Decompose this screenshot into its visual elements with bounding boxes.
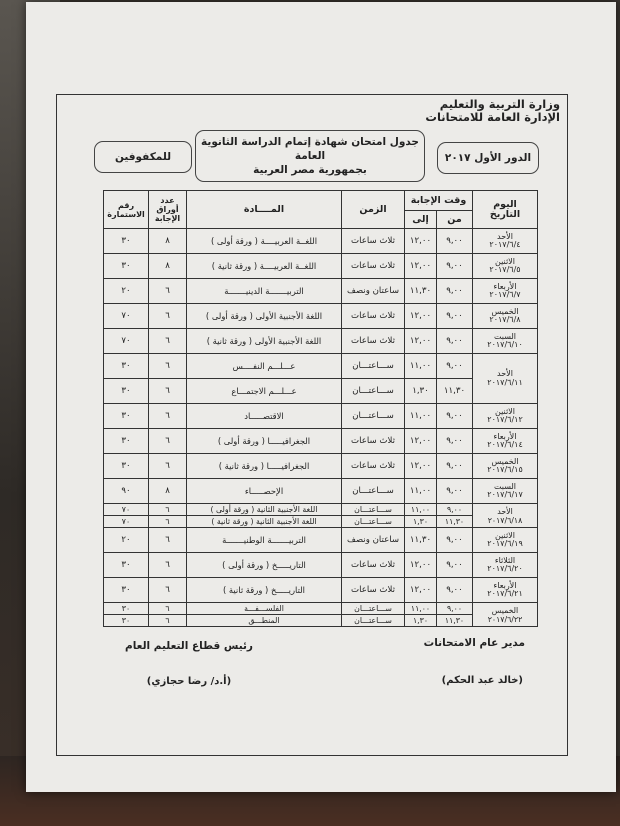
start-time-cell: ٩,٠٠ (437, 429, 473, 454)
day-date-cell (473, 254, 538, 279)
answer-pages-cell: ٦ (149, 329, 187, 354)
end-time-cell: ١٢,٠٠ (405, 329, 437, 354)
answer-pages-cell: ٦ (149, 504, 187, 516)
document-title: جدول امتحان شهادة إتمام الدراسة الثانوية العامة (201, 136, 419, 162)
start-time-cell: ٩,٠٠ (437, 454, 473, 479)
start-time-cell: ١١,٣٠ (437, 379, 473, 404)
subject-cell: اللغة الأجنبية الأولى ( ورقة أولى ) (187, 304, 342, 329)
audience-label: للمكفوفين (114, 151, 172, 163)
schedule-rows (104, 229, 538, 627)
end-time-cell: ١١,٠٠ (405, 603, 437, 615)
exam-date: ٢٠١٧/٦/١٩ (487, 539, 523, 548)
form-number-cell: ٣٠ (104, 404, 149, 429)
subject-cell: الجغرافيـــــا ( ورقة أولى ) (187, 429, 342, 454)
header-form-number: رقم الاستمارة (104, 191, 149, 229)
header-answer-pages: عدد أوراق الإجابة (149, 191, 187, 229)
start-time-cell: ٩,٠٠ (437, 504, 473, 516)
start-time-cell: ٩,٠٠ (437, 479, 473, 504)
day-name: الأربعاء (493, 431, 517, 441)
table-row (104, 329, 538, 354)
day-name: الأربعاء (493, 281, 517, 291)
start-time-cell: ٩,٠٠ (437, 404, 473, 429)
day-name: الأربعاء (493, 580, 517, 590)
table-row (104, 504, 538, 516)
day-name: الخميس (491, 306, 519, 316)
duration-cell: ســـاعتـــان (342, 354, 405, 379)
header-to: إلى (405, 211, 437, 229)
duration-cell: ســـاعتـــان (342, 516, 405, 528)
subject-cell: الفلســـفـــة (187, 603, 342, 615)
form-number-cell: ٣٠ (104, 429, 149, 454)
day-date-cell (473, 354, 538, 404)
form-number-cell: ٣٠ (104, 354, 149, 379)
subject-cell: اللغة الأجنبية الثانية ( ورقة ثانية ) (187, 516, 342, 528)
exam-date: ٢٠١٧/٦/٧ (489, 290, 521, 299)
form-number-cell: ٩٠ (104, 479, 149, 504)
table-row (104, 354, 538, 379)
form-number-cell: ٣٠ (104, 578, 149, 603)
exam-date: ٢٠١٧/٦/٢٢ (487, 614, 523, 624)
header-day-date: اليوم التاريخ (473, 191, 538, 229)
start-time-cell: ٩,٠٠ (437, 603, 473, 615)
day-date-cell (473, 479, 538, 504)
signature-name-left: (أ.د/ رضا حجازي) (146, 676, 232, 687)
table-row (104, 304, 538, 329)
answer-pages-cell: ٨ (149, 229, 187, 254)
exam-date: ٢٠١٧/٦/١٥ (487, 465, 523, 474)
duration-cell: ثلاث ساعات (342, 229, 405, 254)
ministry-name: وزارة التربية والتعليم (439, 97, 560, 111)
day-date-cell (473, 553, 538, 578)
document-subtitle: بجمهورية مصر العربية (253, 164, 367, 176)
day-name: الاثنين (495, 530, 515, 540)
ministry-header (360, 98, 560, 124)
table-row (104, 279, 538, 304)
form-number-cell: ٣٠ (104, 254, 149, 279)
start-time-cell: ٩,٠٠ (437, 229, 473, 254)
duration-cell: ثلاث ساعات (342, 429, 405, 454)
subject-cell: التاريـــــخ ( ورقة ثانية ) (187, 578, 342, 603)
end-time-cell: ١٢,٠٠ (405, 553, 437, 578)
answer-pages-cell: ٨ (149, 254, 187, 279)
table-row (104, 429, 538, 454)
answer-pages-cell: ٦ (149, 454, 187, 479)
table-row (104, 528, 538, 553)
table-row (104, 553, 538, 578)
day-name: الخميس (491, 605, 519, 615)
start-time-cell: ١١,٣٠ (437, 516, 473, 528)
answer-pages-cell: ٦ (149, 404, 187, 429)
subject-cell: المنطـــق (187, 615, 342, 627)
end-time-cell: ١١,٠٠ (405, 504, 437, 516)
table-row (104, 578, 538, 603)
start-time-cell: ٩,٠٠ (437, 553, 473, 578)
table-row (104, 615, 538, 627)
end-time-cell: ١,٣٠ (405, 516, 437, 528)
duration-cell: ســـاعتـــان (342, 404, 405, 429)
form-number-cell: ٧٠ (104, 504, 149, 516)
duration-cell: ســـاعتـــان (342, 479, 405, 504)
end-time-cell: ١٢,٠٠ (405, 429, 437, 454)
subject-cell: الجغرافيـــــا ( ورقة ثانية ) (187, 454, 342, 479)
answer-pages-cell: ٦ (149, 603, 187, 615)
day-date-cell (473, 404, 538, 429)
answer-pages-cell: ٨ (149, 479, 187, 504)
duration-cell: ثلاث ساعات (342, 578, 405, 603)
subject-cell: الاقتصـــــاد (187, 404, 342, 429)
start-time-cell: ٩,٠٠ (437, 528, 473, 553)
end-time-cell: ١١,٠٠ (405, 354, 437, 379)
form-number-cell: ٣٠ (104, 379, 149, 404)
day-date-cell (473, 504, 538, 528)
end-time-cell: ١,٣٠ (405, 379, 437, 404)
duration-cell: ســـاعتـــان (342, 603, 405, 615)
end-time-cell: ١١,٣٠ (405, 528, 437, 553)
table-row (104, 379, 538, 404)
day-date-cell (473, 578, 538, 603)
table-row (104, 454, 538, 479)
day-date-cell (473, 528, 538, 553)
exam-schedule-table (103, 190, 538, 627)
subject-cell: اللغــة العربيــــة ( ورقة أولى ) (187, 229, 342, 254)
exam-date: ٢٠١٧/٦/١٠ (487, 340, 523, 349)
answer-pages-cell: ٦ (149, 615, 187, 627)
day-date-cell (473, 603, 538, 627)
duration-cell: ثلاث ساعات (342, 454, 405, 479)
form-number-cell: ٧٠ (104, 516, 149, 528)
subject-cell: عـــلـــم الاجتمـــاع (187, 379, 342, 404)
session-label: الدور الأول ٢٠١٧ (444, 152, 532, 164)
exam-date: ٢٠١٧/٦/٥ (489, 265, 521, 274)
audience-box (94, 141, 192, 173)
subject-cell: التاريـــــخ ( ورقة أولى ) (187, 553, 342, 578)
day-name: الاثنين (495, 406, 515, 416)
duration-cell: ثلاث ساعات (342, 553, 405, 578)
header-duration: الزمن (342, 191, 405, 229)
answer-pages-cell: ٦ (149, 553, 187, 578)
end-time-cell: ١٢,٠٠ (405, 229, 437, 254)
day-name: الأحد (497, 231, 513, 241)
duration-cell: ســـاعتـــان (342, 615, 405, 627)
start-time-cell: ٩,٠٠ (437, 254, 473, 279)
form-number-cell: ٧٠ (104, 329, 149, 354)
end-time-cell: ١١,٣٠ (405, 279, 437, 304)
signature-title-left: رئيس قطاع التعليم العام (125, 640, 253, 652)
header-subject: المــــادة (187, 191, 342, 229)
form-number-cell: ٢٠ (104, 279, 149, 304)
duration-cell: ثلاث ساعات (342, 254, 405, 279)
form-number-cell: ٣٠ (104, 553, 149, 578)
exam-date: ٢٠١٧/٦/١٨ (487, 515, 523, 525)
start-time-cell: ٩,٠٠ (437, 304, 473, 329)
answer-pages-cell: ٦ (149, 429, 187, 454)
end-time-cell: ١١,٠٠ (405, 404, 437, 429)
exam-date: ٢٠١٧/٦/١١ (487, 377, 523, 387)
day-date-cell (473, 429, 538, 454)
start-time-cell: ٩,٠٠ (437, 329, 473, 354)
end-time-cell: ١,٣٠ (405, 615, 437, 627)
subject-cell: عـــلـــم النفــــس (187, 354, 342, 379)
day-date-cell (473, 454, 538, 479)
day-name: الاثنين (495, 256, 515, 266)
duration-cell: ساعتان ونصف (342, 279, 405, 304)
exam-date: ٢٠١٧/٦/١٤ (487, 440, 523, 449)
subject-cell: الإحصـــــاء (187, 479, 342, 504)
answer-pages-cell: ٦ (149, 304, 187, 329)
answer-pages-cell: ٦ (149, 528, 187, 553)
duration-cell: ثلاث ساعات (342, 329, 405, 354)
subject-cell: اللغة الأجنبية الأولى ( ورقة ثانية ) (187, 329, 342, 354)
answer-pages-cell: ٦ (149, 516, 187, 528)
exam-date: ٢٠١٧/٦/١٧ (487, 490, 523, 499)
end-time-cell: ١٢,٠٠ (405, 578, 437, 603)
form-number-cell: ٣٠ (104, 603, 149, 615)
subject-cell: اللغة الأجنبية الثانية ( ورقة أولى ) (187, 504, 342, 516)
duration-cell: ســـاعتـــان (342, 379, 405, 404)
duration-cell: ثلاث ساعات (342, 304, 405, 329)
end-time-cell: ١٢,٠٠ (405, 304, 437, 329)
day-name: الثلاثاء (494, 555, 516, 565)
day-name: الأحد (497, 506, 513, 516)
subject-cell: التربيـــــــة الوطنيـــــــة (187, 528, 342, 553)
table-row (104, 254, 538, 279)
header-answer-time: وقت الإجابة (405, 191, 473, 211)
day-name: الأحد (497, 369, 513, 378)
answer-pages-cell: ٦ (149, 279, 187, 304)
exam-date: ٢٠١٧/٦/٢١ (487, 589, 523, 598)
duration-cell: ســـاعتـــان (342, 504, 405, 516)
signature-sector-head (125, 640, 253, 687)
session-box (437, 142, 539, 174)
day-name: السبت (493, 481, 517, 491)
exam-date: ٢٠١٧/٦/٤ (489, 240, 521, 249)
start-time-cell: ٩,٠٠ (437, 578, 473, 603)
day-name: الخميس (491, 456, 519, 466)
form-number-cell: ٧٠ (104, 304, 149, 329)
form-number-cell: ٣٠ (104, 615, 149, 627)
duration-cell: ساعتان ونصف (342, 528, 405, 553)
form-number-cell: ٣٠ (104, 229, 149, 254)
end-time-cell: ١١,٠٠ (405, 479, 437, 504)
signature-exams-director (424, 637, 525, 686)
start-time-cell: ٩,٠٠ (437, 354, 473, 379)
exam-date: ٢٠١٧/٦/٢٠ (487, 564, 523, 573)
subject-cell: اللغــة العربيــــة ( ورقة ثانية ) (187, 254, 342, 279)
signature-name-right: (خالد عبد الحكم) (441, 675, 523, 686)
answer-pages-cell: ٦ (149, 354, 187, 379)
day-name: السبت (493, 331, 517, 341)
start-time-cell: ٩,٠٠ (437, 279, 473, 304)
department-name: الإدارة العامة للامتحانات (425, 110, 560, 124)
exam-date: ٢٠١٧/٦/١٢ (487, 415, 523, 424)
header-from: من (437, 211, 473, 229)
table-row (104, 603, 538, 615)
end-time-cell: ١٢,٠٠ (405, 454, 437, 479)
title-box (195, 130, 425, 182)
table-row (104, 229, 538, 254)
day-date-cell (473, 279, 538, 304)
subject-cell: التربيـــــــة الدينيـــــــة (187, 279, 342, 304)
day-date-cell (473, 229, 538, 254)
answer-pages-cell: ٦ (149, 578, 187, 603)
form-number-cell: ٢٠ (104, 528, 149, 553)
form-number-cell: ٣٠ (104, 454, 149, 479)
answer-pages-cell: ٦ (149, 379, 187, 404)
table-row (104, 404, 538, 429)
table-row (104, 516, 538, 528)
start-time-cell: ١١,٣٠ (437, 615, 473, 627)
day-date-cell (473, 304, 538, 329)
day-date-cell (473, 329, 538, 354)
end-time-cell: ١٢,٠٠ (405, 254, 437, 279)
exam-date: ٢٠١٧/٦/٨ (489, 315, 521, 324)
table-row (104, 479, 538, 504)
signature-title-right: مدير عام الامتحانات (423, 637, 525, 649)
